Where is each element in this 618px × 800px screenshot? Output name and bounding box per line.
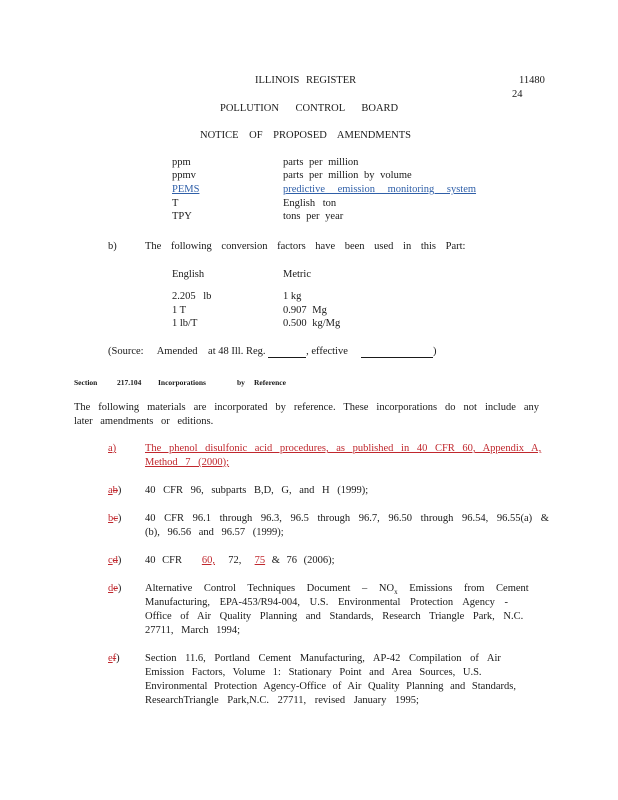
item-d-inserted-60: 60,: [201, 555, 215, 566]
item-b-text: 40 CFR 96, subparts B,D, G, and H (1999);: [145, 485, 369, 496]
item-d-inserted-75: 75: [254, 555, 266, 566]
item-f-label: [108, 652, 120, 665]
item-f-new-letter: e: [108, 653, 113, 664]
source-effective-blank: [361, 346, 433, 358]
source-close: ): [433, 346, 437, 357]
abbr-t-meaning: English ton: [283, 198, 337, 209]
item-c-close: ): [117, 513, 122, 524]
item-d-close: ): [117, 555, 122, 566]
item-e-new-letter: d: [108, 583, 114, 594]
conversion-metric: 0.907 Mg: [283, 305, 327, 316]
conversion-english: 1 T: [172, 305, 187, 316]
item-f-old-letter: f: [112, 653, 117, 664]
item-e-line1-b: Emissions from Cement: [409, 583, 529, 594]
item-f-line2: Emission Factors, Volume 1: Stationary Point and Area Sources, U.S.: [145, 667, 482, 678]
abbr-tpy-meaning: tons per year: [283, 211, 344, 222]
conversion-metric: 1 kg: [283, 291, 302, 302]
abbr-t: T: [172, 198, 179, 209]
abbr-pems: PEMS: [172, 184, 200, 195]
item-e-subscript: x: [394, 588, 398, 597]
register-title: ILLINOIS REGISTER: [255, 75, 357, 86]
item-b-old-letter: b: [112, 485, 118, 496]
item-a-label: a): [108, 443, 117, 454]
section-reference: Reference: [254, 378, 286, 387]
item-e-line1-a: Alternative Control Techniques Document – NO: [145, 583, 395, 594]
item-c-label: [108, 512, 121, 525]
conversion-label: b): [108, 241, 117, 252]
conversion-header-english: English: [172, 269, 205, 280]
abbr-ppmv-meaning: parts per million by volume: [283, 170, 412, 181]
item-b-close: ): [117, 485, 122, 496]
item-c-old-letter: c: [113, 513, 118, 524]
source-register-blank: [268, 346, 306, 358]
item-e-old-letter: e: [113, 583, 118, 594]
source-prefix: (Source:: [108, 346, 144, 357]
item-f-line4: ResearchTriangle Park,N.C. 27711, revised January 1995;: [145, 695, 419, 706]
item-e-line2: Manufacturing, EPA-453/R94-004, U.S. Environmental Protection Agency -: [145, 597, 508, 608]
page-number: 11480: [519, 75, 545, 86]
abbr-ppm: ppm: [172, 157, 191, 168]
item-f-close: ): [116, 653, 120, 664]
intro-paragraph: The following materials are incorporated by reference. These incorporations do not include any later amendments or editions.: [74, 402, 539, 427]
board-title: POLLUTION CONTROL BOARD: [220, 103, 399, 114]
abbr-ppm-meaning: parts per million: [283, 157, 359, 168]
source-register: at 48 Ill. Reg.: [208, 346, 266, 357]
abbr-pems-meaning: predictive emission monitoring system: [283, 184, 477, 195]
item-a-line1: The phenol disulfonic acid procedures, as published in 40 CFR 60, Appendix A,: [145, 443, 542, 454]
item-d-new-letter: c: [108, 555, 113, 566]
item-c-line2: (b), 96.56 and 96.57 (1999);: [145, 527, 284, 538]
section-title: Incorporations: [158, 378, 206, 387]
item-f-line1: Section 11.6, Portland Cement Manufacturing, AP-42 Compilation of Air: [145, 653, 501, 664]
conversion-header-metric: Metric: [283, 269, 311, 280]
item-e-close: ): [117, 583, 122, 594]
conversion-metric: 0.500 kg/Mg: [283, 318, 341, 329]
source-amended: Amended: [156, 346, 198, 357]
item-b-new-letter: a: [108, 485, 113, 496]
item-d-old-letter: d: [112, 555, 118, 566]
source-note: [108, 345, 437, 358]
conversion-intro: The following conversion factors have been used in this Part:: [145, 241, 466, 252]
conversion-english: 2.205 lb: [172, 291, 212, 302]
item-a-line2: Method 7 (2000);: [145, 457, 230, 468]
sub-page-number: 24: [512, 89, 523, 100]
conversion-english: 1 lb/T: [172, 318, 198, 329]
section-by: by: [237, 378, 245, 387]
item-e-line4: 27711, March 1994;: [145, 625, 241, 636]
item-d-prefix: 40 CFR: [145, 555, 182, 566]
item-d-label: [108, 554, 121, 567]
item-d-72: 72,: [228, 555, 242, 566]
item-f-line3: Environmental Protection Agency-Office of Air Quality Planning and Standards,: [145, 681, 516, 692]
notice-title: NOTICE OF PROPOSED AMENDMENTS: [200, 130, 411, 141]
section-label: Section: [74, 378, 98, 387]
item-c-new-letter: b: [108, 513, 114, 524]
abbr-tpy: TPY: [172, 211, 192, 222]
section-number: 217.104: [117, 378, 142, 387]
item-d-suffix: & 76 (2006);: [271, 555, 335, 566]
item-d-text: [145, 554, 335, 567]
item-b-label: [108, 484, 121, 497]
item-e-line3: Office of Air Quality Planning and Standards, Research Triangle Park, N.C.: [145, 611, 524, 622]
abbr-ppmv: ppmv: [172, 170, 196, 181]
item-e-label: [108, 582, 121, 595]
source-effective: , effective: [306, 346, 348, 357]
item-c-line1: 40 CFR 96.1 through 96.3, 96.5 through 96.7, 96.50 through 96.54, 96.55(a) &: [145, 513, 549, 524]
